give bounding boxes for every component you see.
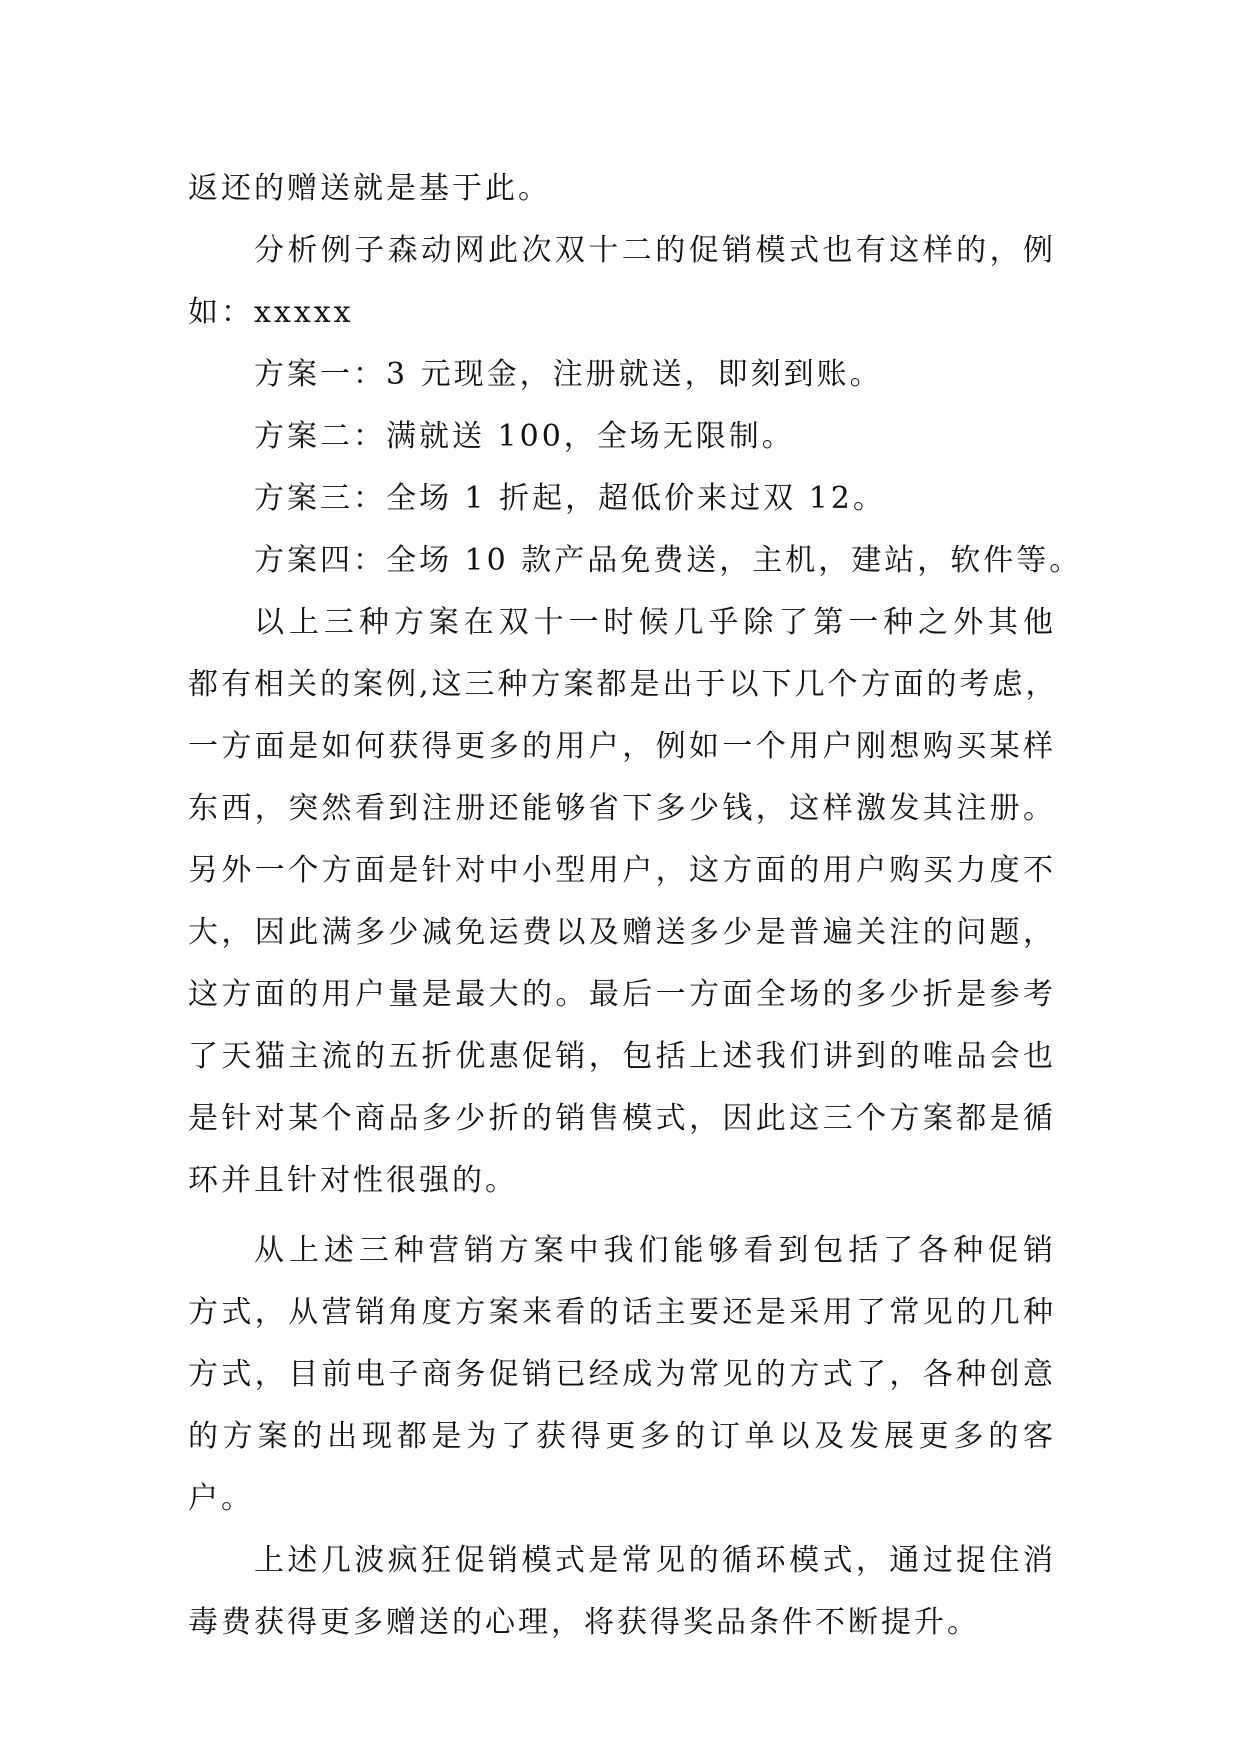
paragraph-line: 户。 [188, 1481, 254, 1516]
plan-three-line: 方案三：全场 1 折起，超低价来过双 12。 [254, 481, 886, 516]
paragraph-line: 是针对某个商品多少折的销售模式，因此这三个方案都是循 [188, 1101, 1056, 1136]
paragraph-line: 另外一个方面是针对中小型用户，这方面的用户购买力度不 [188, 853, 1056, 888]
paragraph-line: 毒费获得更多赠送的心理，将获得奖品条件不断提升。 [188, 1605, 980, 1640]
paragraph-line: 环并且针对性很强的。 [188, 1163, 518, 1198]
plan-four-line: 方案四：全场 10 款产品免费送，主机，建站，软件等。 [254, 543, 1083, 578]
paragraph-line: 的方案的出现都是为了获得更多的订单以及发展更多的客 [188, 1419, 1056, 1454]
plan-two-line: 方案二：满就送 100，全场无限制。 [254, 419, 795, 454]
paragraph-line: 大，因此满多少减免运费以及赠送多少是普遍关注的问题， [188, 915, 1056, 950]
plan-one-line: 方案一：3 元现金，注册就送，即刻到账。 [254, 357, 883, 392]
paragraph-line: 方式，目前电子商务促销已经成为常见的方式了，各种创意 [188, 1357, 1056, 1392]
paragraph-line: 返还的赠送就是基于此。 [188, 171, 551, 206]
paragraph-line: 从上述三种营销方案中我们能够看到包括了各种促销 [254, 1233, 1056, 1268]
paragraph-line: 分析例子森动网此次双十二的促销模式也有这样的，例 [254, 233, 1056, 268]
paragraph-line: 如：xxxxx [188, 295, 354, 330]
paragraph-line: 一方面是如何获得更多的用户，例如一个用户刚想购买某样 [188, 729, 1056, 764]
paragraph-line: 上述几波疯狂促销模式是常见的循环模式，通过捉住消 [254, 1543, 1056, 1578]
paragraph-line: 了天猫主流的五折优惠促销，包括上述我们讲到的唯品会也 [188, 1039, 1056, 1074]
document-body [188, 158, 1083, 1654]
paragraph-line: 以上三种方案在双十一时候几乎除了第一种之外其他 [254, 605, 1056, 640]
paragraph-line: 东西，突然看到注册还能够省下多少钱，这样激发其注册。 [188, 791, 1056, 826]
paragraph-line: 都有相关的案例,这三种方案都是出于以下几个方面的考虑， [188, 667, 1059, 702]
paragraph-line: 这方面的用户量是最大的。最后一方面全场的多少折是参考 [188, 977, 1056, 1012]
paragraph-line: 方式，从营销角度方案来看的话主要还是采用了常见的几种 [188, 1295, 1056, 1330]
paragraph-gap [188, 1212, 1056, 1220]
